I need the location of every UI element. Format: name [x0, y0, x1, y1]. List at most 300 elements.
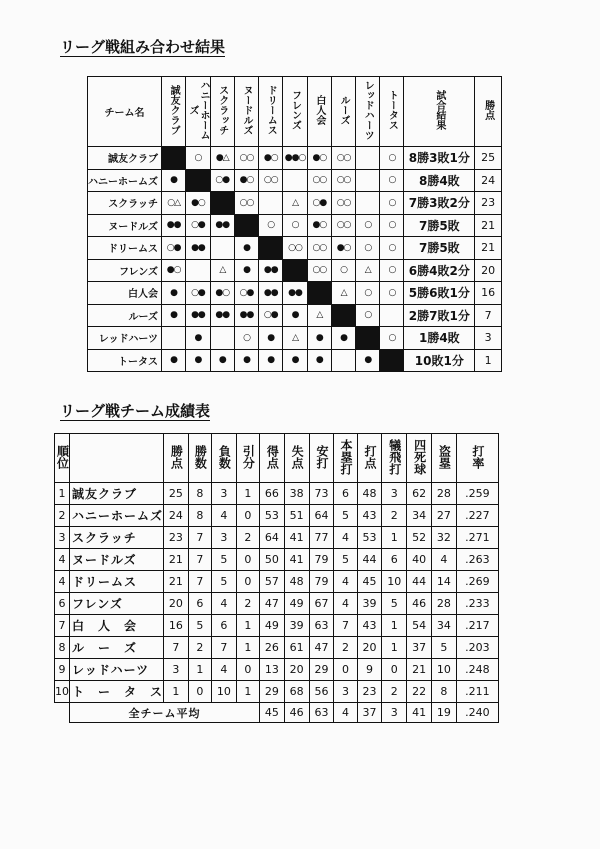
standings-cell: 41	[284, 549, 309, 571]
standings-col-header: 負数	[211, 434, 236, 483]
standings-header-row	[55, 434, 499, 483]
matrix-result-cell: ○●	[307, 192, 331, 215]
matrix-result-cell: ○	[380, 147, 404, 170]
standings-cell: 61	[284, 637, 309, 659]
matrix-result-cell: ●	[210, 349, 234, 372]
match-points: 21	[475, 214, 502, 237]
team-name-cell: ト ー タ ス	[70, 681, 164, 703]
matrix-result-cell: ●○	[210, 282, 234, 305]
standings-cell: .233	[456, 593, 498, 615]
standings-cell: .227	[456, 505, 498, 527]
matrix-diagonal-cell	[356, 327, 380, 350]
standings-cell: 24	[164, 505, 189, 527]
standings-cell: 7	[334, 615, 357, 637]
standings-cell: 4	[211, 593, 236, 615]
matrix-col-header: スクラッチ	[210, 77, 234, 147]
matrix-result-cell: ●	[259, 327, 283, 350]
standings-cell: 39	[284, 615, 309, 637]
standings-cell: 64	[259, 527, 284, 549]
team-name-cell: レッドハーツ	[70, 659, 164, 681]
matrix-row	[88, 327, 502, 350]
standings-cell: 6	[188, 593, 211, 615]
matrix-team-name: 白人会	[88, 282, 162, 305]
standings-cell: 47	[259, 593, 284, 615]
standings-cell: 0	[334, 659, 357, 681]
team-name-header: チーム名	[88, 77, 162, 147]
standings-col-header: 盗塁	[431, 434, 456, 483]
standings-cell: 37	[407, 637, 432, 659]
matrix-col-header: 白人会	[307, 77, 331, 147]
standings-cell: .271	[456, 527, 498, 549]
standings-cell: 49	[259, 615, 284, 637]
matrix-result-cell: ●●○	[283, 147, 307, 170]
standings-col-header: 得点	[259, 434, 284, 483]
standings-cell: 1	[236, 637, 259, 659]
match-result: 7勝3敗2分	[404, 192, 475, 215]
match-result: 1勝4敗	[404, 327, 475, 350]
rank-cell: 4	[55, 571, 70, 593]
standings-cell: 2	[236, 527, 259, 549]
standings-cell: 10	[382, 571, 407, 593]
matrix-diagonal-cell	[162, 147, 186, 170]
standings-cell: 5	[211, 549, 236, 571]
matrix-diagonal-cell	[234, 214, 258, 237]
standings-cell: 10	[211, 681, 236, 703]
match-points: 21	[475, 237, 502, 260]
matrix-result-cell: △	[283, 192, 307, 215]
standings-cell: 7	[164, 637, 189, 659]
matrix-result-cell: ○	[380, 214, 404, 237]
matrix-row	[88, 147, 502, 170]
match-points: 25	[475, 147, 502, 170]
standings-cell: 3	[211, 527, 236, 549]
matrix-result-cell: ○	[380, 259, 404, 282]
standings-cell: 5	[188, 615, 211, 637]
standings-cell: .217	[456, 615, 498, 637]
matrix-result-cell: △	[210, 259, 234, 282]
matrix-diagonal-cell	[186, 169, 210, 192]
matrix-result-cell: ○	[259, 214, 283, 237]
matrix-result-cell	[356, 169, 380, 192]
standings-cell: 49	[284, 593, 309, 615]
standings-cell: 6	[211, 615, 236, 637]
matrix-result-cell: ●●	[186, 304, 210, 327]
standings-cell: 64	[309, 505, 334, 527]
matrix-result-cell: ○	[380, 169, 404, 192]
standings-col-header: 順位	[55, 434, 70, 483]
standings-cell: 67	[309, 593, 334, 615]
matrix-row	[88, 349, 502, 372]
standings-row	[55, 571, 499, 593]
matrix-result-cell: ●●	[283, 282, 307, 305]
average-value: .240	[456, 703, 498, 723]
rank-cell: 7	[55, 615, 70, 637]
matrix-result-cell: ●○	[307, 147, 331, 170]
average-value: 63	[309, 703, 334, 723]
standings-cell: 39	[357, 593, 382, 615]
matrix-result-cell: ●●	[186, 237, 210, 260]
standings-cell: 4	[334, 593, 357, 615]
standings-cell: 0	[382, 659, 407, 681]
matrix-col-header: ヌードルズ	[234, 77, 258, 147]
matrix-team-name: ヌードルズ	[88, 214, 162, 237]
standings-cell: 29	[309, 659, 334, 681]
standings-cell: 13	[259, 659, 284, 681]
matrix-result-cell: ○	[356, 214, 380, 237]
standings-cell: 53	[259, 505, 284, 527]
matrix-title: リーグ戦組み合わせ結果	[60, 38, 226, 56]
standings-col-header: 本塁打	[334, 434, 357, 483]
matrix-result-cell: ○○	[331, 169, 355, 192]
match-result: 10敗1分	[404, 349, 475, 372]
matrix-result-cell: ●	[234, 349, 258, 372]
matrix-team-name: スクラッチ	[88, 192, 162, 215]
matrix-result-cell	[283, 169, 307, 192]
standings-cell: 46	[407, 593, 432, 615]
standings-cell: 5	[211, 571, 236, 593]
matrix-result-cell: ○○	[234, 192, 258, 215]
matrix-result-cell: ●	[331, 327, 355, 350]
matrix-col-header: フレンズ	[283, 77, 307, 147]
rank-cell: 3	[55, 527, 70, 549]
matrix-result-cell: △	[356, 259, 380, 282]
matrix-col-header: ルーズ	[331, 77, 355, 147]
standings-cell: 48	[357, 483, 382, 505]
matrix-result-cell: ○	[380, 237, 404, 260]
matrix-result-cell: ●○	[331, 237, 355, 260]
matrix-result-cell: ●○	[186, 192, 210, 215]
team-name-cell: ハニーホームズ	[70, 505, 164, 527]
matrix-result-cell: ○●	[186, 282, 210, 305]
matrix-result-cell: ○○	[234, 147, 258, 170]
matrix-team-name: 誠友クラブ	[88, 147, 162, 170]
matrix-result-cell	[356, 147, 380, 170]
standings-cell: 41	[284, 527, 309, 549]
match-points: 16	[475, 282, 502, 305]
average-label: 全チーム平均	[70, 703, 260, 723]
standings-cell: 8	[188, 483, 211, 505]
standings-row	[55, 483, 499, 505]
standings-cell: 3	[382, 483, 407, 505]
standings-table	[54, 433, 499, 723]
matrix-row	[88, 192, 502, 215]
standings-cell: 52	[407, 527, 432, 549]
matrix-result-cell: ○	[380, 327, 404, 350]
standings-cell: 4	[431, 549, 456, 571]
matrix-result-cell: ○○	[331, 192, 355, 215]
matrix-result-cell: ●●	[259, 282, 283, 305]
standings-row	[55, 549, 499, 571]
matrix-result-cell: ○●	[234, 282, 258, 305]
standings-cell: 6	[334, 483, 357, 505]
matrix-team-name: フレンズ	[88, 259, 162, 282]
rank-cell: 8	[55, 637, 70, 659]
rank-cell: 4	[55, 549, 70, 571]
rank-cell: 2	[55, 505, 70, 527]
matrix-team-name: ルーズ	[88, 304, 162, 327]
average-value: 19	[431, 703, 456, 723]
match-result: 7勝5敗	[404, 214, 475, 237]
average-row	[55, 703, 499, 723]
match-points: 23	[475, 192, 502, 215]
standings-row	[55, 527, 499, 549]
standings-col-header: 勝数	[188, 434, 211, 483]
standings-cell: 48	[284, 571, 309, 593]
match-result: 7勝5敗	[404, 237, 475, 260]
matrix-result-cell: ●○	[162, 259, 186, 282]
standings-cell: 8	[431, 681, 456, 703]
standings-cell: 73	[309, 483, 334, 505]
match-points: 24	[475, 169, 502, 192]
matrix-team-name: ドリームス	[88, 237, 162, 260]
standings-cell: 44	[407, 571, 432, 593]
standings-cell: 43	[357, 615, 382, 637]
standings-cell: 38	[284, 483, 309, 505]
standings-cell: 7	[211, 637, 236, 659]
standings-title: リーグ戦チーム成績表	[60, 402, 211, 420]
standings-cell: 54	[407, 615, 432, 637]
standings-cell: 51	[284, 505, 309, 527]
standings-cell: 10	[431, 659, 456, 681]
standings-cell: 62	[407, 483, 432, 505]
match-points: 3	[475, 327, 502, 350]
matrix-result-cell: ●○	[234, 169, 258, 192]
standings-cell: 9	[357, 659, 382, 681]
matrix-diagonal-cell	[331, 304, 355, 327]
matrix-result-cell: ●	[307, 327, 331, 350]
matrix-diagonal-cell	[380, 349, 404, 372]
standings-col-header: 打率	[456, 434, 498, 483]
standings-cell: 32	[431, 527, 456, 549]
matrix-result-cell	[210, 237, 234, 260]
standings-cell: 7	[188, 571, 211, 593]
matrix-result-cell: ○	[380, 282, 404, 305]
match-result: 8勝4敗	[404, 169, 475, 192]
standings-cell: 4	[211, 505, 236, 527]
matrix-row	[88, 259, 502, 282]
standings-cell: 0	[236, 505, 259, 527]
matrix-result-cell	[380, 304, 404, 327]
standings-cell: 4	[211, 659, 236, 681]
average-value: 45	[259, 703, 284, 723]
standings-cell: 28	[431, 483, 456, 505]
standings-cell: 1	[236, 681, 259, 703]
team-name-cell: 白 人 会	[70, 615, 164, 637]
standings-cell: 2	[188, 637, 211, 659]
matrix-result-cell: ●	[307, 349, 331, 372]
matrix-result-cell: ○○	[307, 237, 331, 260]
rank-cell: 10	[55, 681, 70, 703]
standings-cell: 57	[259, 571, 284, 593]
matrix-result-cell: ○○	[307, 259, 331, 282]
standings-cell: 21	[407, 659, 432, 681]
matrix-result-cell: ●	[356, 349, 380, 372]
standings-cell: 2	[334, 637, 357, 659]
standings-cell: 68	[284, 681, 309, 703]
rank-cell: 1	[55, 483, 70, 505]
team-name-cell: ヌードルズ	[70, 549, 164, 571]
points-header: 勝点	[475, 77, 502, 147]
standings-cell: 44	[357, 549, 382, 571]
standings-cell: 45	[357, 571, 382, 593]
matrix-result-cell	[186, 259, 210, 282]
standings-col-header: 犠飛打	[382, 434, 407, 483]
match-points: 1	[475, 349, 502, 372]
average-value: 46	[284, 703, 309, 723]
standings-cell: 1	[382, 637, 407, 659]
matrix-result-cell: ○●	[186, 214, 210, 237]
standings-cell: 0	[236, 571, 259, 593]
standings-cell: 3	[334, 681, 357, 703]
matrix-result-cell: ●	[162, 349, 186, 372]
standings-cell: 1	[188, 659, 211, 681]
matrix-diagonal-cell	[283, 259, 307, 282]
matrix-col-header: トータス	[380, 77, 404, 147]
standings-cell: 56	[309, 681, 334, 703]
standings-cell: 34	[431, 615, 456, 637]
standings-cell: 8	[188, 505, 211, 527]
standings-cell: 66	[259, 483, 284, 505]
standings-cell: 34	[407, 505, 432, 527]
standings-cell: 4	[334, 571, 357, 593]
standings-cell: 21	[164, 549, 189, 571]
standings-cell: 79	[309, 571, 334, 593]
matrix-result-cell: ●●	[259, 259, 283, 282]
matrix-result-cell: ●○	[259, 147, 283, 170]
standings-cell: 1	[382, 527, 407, 549]
standings-cell: 28	[431, 593, 456, 615]
match-result: 6勝4敗2分	[404, 259, 475, 282]
matrix-team-name: レッドハーツ	[88, 327, 162, 350]
standings-cell: 7	[188, 527, 211, 549]
matrix-result-cell: ●	[162, 304, 186, 327]
matrix-result-cell: ○	[380, 192, 404, 215]
matrix-result-cell: ○△	[162, 192, 186, 215]
standings-cell: 40	[407, 549, 432, 571]
team-name-cell: スクラッチ	[70, 527, 164, 549]
standings-cell: 20	[284, 659, 309, 681]
standings-cell: 7	[188, 549, 211, 571]
matrix-result-cell: ○○	[307, 169, 331, 192]
matrix-result-cell: ●	[162, 169, 186, 192]
matrix-result-cell	[356, 192, 380, 215]
matrix-result-cell: ●△	[210, 147, 234, 170]
team-name-cell: ル ー ズ	[70, 637, 164, 659]
matrix-result-cell: ●○	[307, 214, 331, 237]
standings-row	[55, 637, 499, 659]
matrix-row	[88, 304, 502, 327]
standings-cell: 5	[334, 549, 357, 571]
standings-col-header: 打点	[357, 434, 382, 483]
standings-cell: .263	[456, 549, 498, 571]
matrix-row	[88, 282, 502, 305]
standings-cell: 43	[357, 505, 382, 527]
matrix-team-name: トータス	[88, 349, 162, 372]
standings-cell: 3	[211, 483, 236, 505]
matrix-result-cell: △	[307, 304, 331, 327]
matrix-result-cell: ●●	[162, 214, 186, 237]
standings-cell: 63	[309, 615, 334, 637]
team-name-cell: フレンズ	[70, 593, 164, 615]
rank-cell: 6	[55, 593, 70, 615]
matrix-team-name: ハニーホームズ	[88, 169, 162, 192]
standings-cell: 14	[431, 571, 456, 593]
standings-cell: 23	[164, 527, 189, 549]
matrix-result-cell	[331, 349, 355, 372]
rank-cell: 9	[55, 659, 70, 681]
matrix-diagonal-cell	[259, 237, 283, 260]
matrix-result-cell: ○	[186, 147, 210, 170]
standings-cell: .269	[456, 571, 498, 593]
standings-cell: 5	[334, 505, 357, 527]
team-name-cell: 誠友クラブ	[70, 483, 164, 505]
standings-cell: 22	[407, 681, 432, 703]
matrix-col-header: ハニーホームズ	[186, 77, 210, 147]
standings-cell: .259	[456, 483, 498, 505]
standings-cell: 2	[382, 505, 407, 527]
matrix-result-cell: ○	[331, 259, 355, 282]
standings-cell: 79	[309, 549, 334, 571]
standings-cell: 50	[259, 549, 284, 571]
standings-cell: 26	[259, 637, 284, 659]
matrix-result-cell: ●	[162, 282, 186, 305]
standings-cell: 5	[431, 637, 456, 659]
matrix-result-cell: ●	[234, 259, 258, 282]
standings-cell: 77	[309, 527, 334, 549]
standings-cell: 21	[164, 571, 189, 593]
standings-cell: 1	[236, 483, 259, 505]
standings-cell: 0	[236, 659, 259, 681]
standings-cell: 25	[164, 483, 189, 505]
standings-col-header: 安打	[309, 434, 334, 483]
standings-row	[55, 659, 499, 681]
standings-cell: 5	[382, 593, 407, 615]
standings-col-header	[70, 434, 164, 483]
standings-cell: .211	[456, 681, 498, 703]
average-value: 3	[382, 703, 407, 723]
matrix-result-cell: ●●	[210, 214, 234, 237]
matrix-col-header: レッドハーツ	[356, 77, 380, 147]
matrix-diagonal-cell	[210, 192, 234, 215]
match-result: 8勝3敗1分	[404, 147, 475, 170]
standings-cell: .203	[456, 637, 498, 659]
average-value: 41	[407, 703, 432, 723]
matrix-result-cell: ●	[186, 327, 210, 350]
match-points: 7	[475, 304, 502, 327]
standings-cell: 2	[382, 681, 407, 703]
standings-cell: 1	[164, 681, 189, 703]
matrix-result-cell: ○○	[259, 169, 283, 192]
standings-cell: 1	[236, 615, 259, 637]
matrix-result-cell: ●	[259, 349, 283, 372]
matrix-result-cell: ○○	[283, 237, 307, 260]
standings-col-header: 四死球	[407, 434, 432, 483]
standings-cell: 20	[164, 593, 189, 615]
standings-cell: 16	[164, 615, 189, 637]
team-name-cell: ドリームス	[70, 571, 164, 593]
matrix-result-cell: ●	[283, 349, 307, 372]
standings-col-header: 勝点	[164, 434, 189, 483]
matrix-result-cell	[259, 192, 283, 215]
matrix-result-cell: ●●	[234, 304, 258, 327]
standings-row	[55, 615, 499, 637]
matrix-row	[88, 169, 502, 192]
standings-cell: 1	[382, 615, 407, 637]
standings-cell: 27	[431, 505, 456, 527]
matchup-matrix-table	[87, 76, 502, 372]
standings-cell: 53	[357, 527, 382, 549]
matrix-result-cell: ●	[186, 349, 210, 372]
